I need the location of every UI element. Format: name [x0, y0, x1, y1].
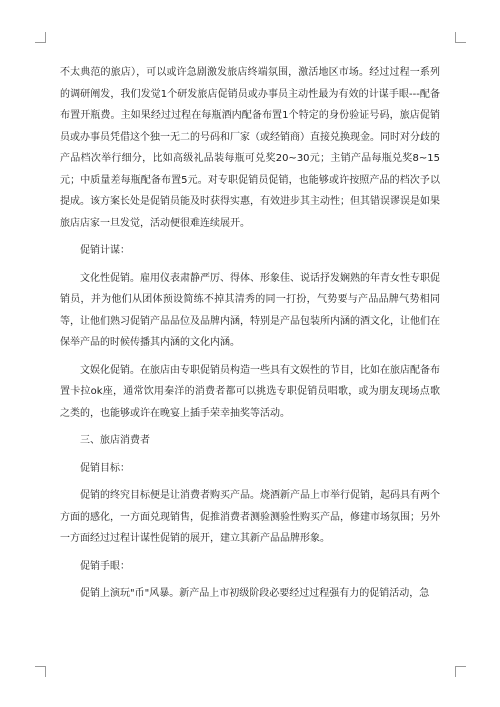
- crop-mark-top-left: [35, 32, 46, 43]
- paragraph: 文娱化促销。在旅店由专职促销员构造一些具有文娱性的节目，比如在旅店配备布置卡拉ok座，通常饮用秦洋的消费者都可以挑选专职促销员唱歌，或为朋友现场点歌之类的，也能够或许在晚宴上插手荣幸抽奖等活动。: [60, 364, 440, 419]
- crop-mark-bottom-left: [35, 666, 46, 677]
- section-heading: 三、旅店消费者: [80, 435, 150, 446]
- paragraph: 不太典范的旅店），可以或许急剧激发旅店终端氛围，激活地区市场。经过过程一系列的调研阐发，我们发觉1个研发旅店促销员或办事员主动性最为有效的计谋手眼---配备布置开瓶费。主如果经过过程在每瓶酒内配备布置1个特定的身份验证号码，旅店促销员或办事员凭借这个独一无二的号码和厂家（或经销商）直接兑换现金。同时对分歧的产品档次举行细分，比如高级礼品装每瓶可兑奖20~30元；主销产品每瓶兑奖8~15元；中质量差每瓶配备布置5元。对专职促销员促销，也能够或许按照产品的档次予以提成。该方案长处是促销员能及时获得实惠，有效进步其主动性；但其错误谬误是如果旅店店家一旦发觉，活动便很难连续展开。: [60, 67, 440, 229]
- paragraph: 促销上演玩"币"风暴。新产品上市初级阶段必要经过过程强有力的促销活动，急: [80, 588, 430, 599]
- crop-mark-top-right: [455, 32, 466, 43]
- paragraph: 文化性促销。雇用仪表肃静严厉、得体、形象佳、说话抒发娴熟的年青女性专职促销员，并为他们从团体预设简练不掉其清秀的同一打扮，气势要与产品品牌气势相同等，让他们熟习促销产品品位及品牌内涵，特别是产品包装所内涵的酒文化，让他们在保举产品的时候传播其内涵的文化内涵。: [60, 272, 440, 348]
- paragraph: 促销的终究目标便是让消费者购买产品。烧酒新产品上市举行促销，起码具有两个方面的感化，一方面兑现销售，促推消费者测验测验性购买产品，修建市场氛围；另外一方面经过过程计谋性促销的展开，建立其新产品品牌形象。: [60, 490, 440, 544]
- crop-mark-bottom-right: [455, 666, 466, 677]
- section-label: 促销目标：: [80, 462, 130, 474]
- section-label: 促销计谋：: [80, 245, 130, 256]
- page-body: [60, 62, 440, 611]
- section-label: 促销手眼：: [80, 560, 130, 572]
